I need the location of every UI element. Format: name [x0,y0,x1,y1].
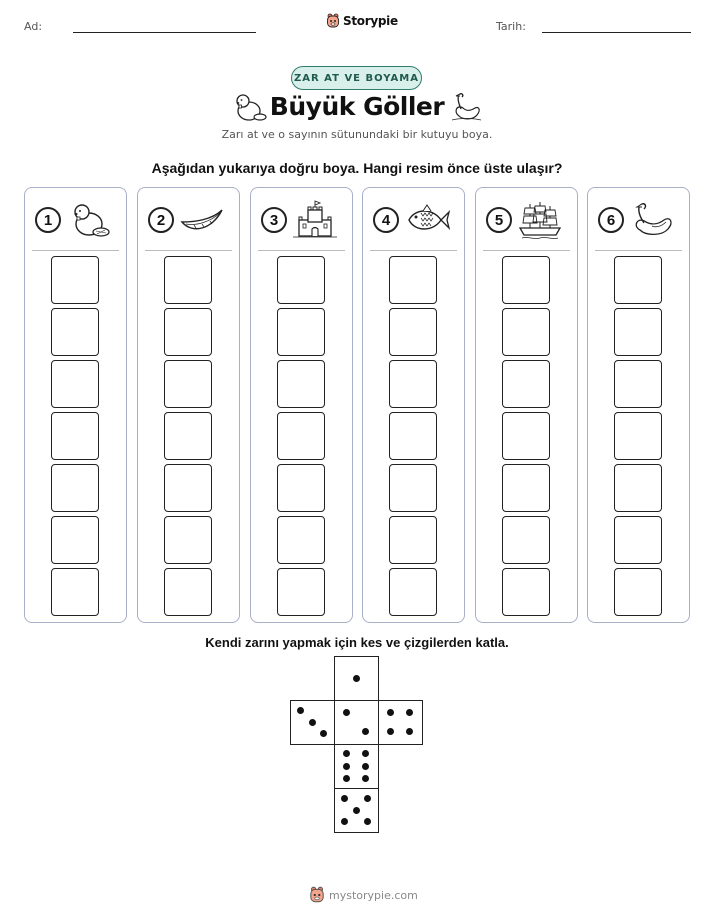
die-column-4 [362,187,465,623]
die-pip [362,763,369,770]
coloring-box[interactable] [614,360,662,408]
storypie-mascot-icon [326,13,340,29]
die-pip [364,818,371,825]
canoe-icon [178,200,226,240]
die-column-6 [587,187,690,623]
die-pip [309,719,316,726]
coloring-box[interactable] [164,464,212,512]
coloring-box[interactable] [502,516,550,564]
storypie-logo [326,13,398,29]
date-label: Tarih: [496,20,526,33]
die-face-2 [334,700,379,745]
coloring-box[interactable] [164,568,212,616]
column-divider [370,250,457,251]
swan-icon [628,200,676,240]
column-divider [258,250,345,251]
column-number: 5 [486,207,512,233]
coloring-box[interactable] [502,568,550,616]
coloring-box[interactable] [389,464,437,512]
die-pip [387,709,394,716]
coloring-box[interactable] [51,464,99,512]
coloring-box[interactable] [389,360,437,408]
die-column-1 [24,187,127,623]
subtitle: Zarı at ve o sayının sütunundaki bir kutuyu boya. [221,128,493,141]
coloring-box[interactable] [51,256,99,304]
coloring-instruction: Aşağıdan yukarıya doğru boya. Hangi resim önce üste ulaşır? [151,160,563,176]
coloring-box[interactable] [614,568,662,616]
coloring-box[interactable] [389,412,437,460]
column-divider [145,250,232,251]
sandcastle-icon [291,200,339,240]
coloring-box[interactable] [614,308,662,356]
die-column-5 [475,187,578,623]
date-line [542,32,691,33]
coloring-box[interactable] [502,360,550,408]
coloring-box[interactable] [614,412,662,460]
coloring-box[interactable] [277,256,325,304]
die-column-2 [137,187,240,623]
coloring-box[interactable] [502,412,550,460]
storypie-mascot-icon [309,886,325,904]
coloring-box[interactable] [614,256,662,304]
die-pip [343,709,350,716]
coloring-box[interactable] [51,568,99,616]
beaver-icon [65,200,113,240]
footer-url: mystorypie.com [329,888,418,902]
swan-icon [449,90,483,124]
coloring-box[interactable] [389,568,437,616]
die-pip [387,728,394,735]
die-pip [343,763,350,770]
column-divider [32,250,119,251]
column-number: 6 [598,207,624,233]
fish-icon [403,200,451,240]
column-number: 1 [35,207,61,233]
column-number: 3 [261,207,287,233]
coloring-box[interactable] [164,256,212,304]
die-pip [406,709,413,716]
die-pip [364,795,371,802]
die-pip [343,775,350,782]
coloring-box[interactable] [389,516,437,564]
coloring-box[interactable] [164,516,212,564]
die-pip [362,750,369,757]
name-label: Ad: [24,20,43,33]
logo-text: Storypie [343,14,398,28]
die-pip [343,750,350,757]
die-pip [320,730,327,737]
page-title: Büyük Göller [269,92,445,121]
coloring-box[interactable] [277,360,325,408]
coloring-box[interactable] [277,308,325,356]
column-divider [595,250,682,251]
coloring-box[interactable] [502,464,550,512]
coloring-box[interactable] [277,412,325,460]
die-pip [406,728,413,735]
die-instruction: Kendi zarını yapmak için kes ve çizgilerden katla. [205,635,509,650]
name-line [73,32,256,33]
coloring-box[interactable] [51,308,99,356]
coloring-box[interactable] [164,412,212,460]
coloring-box[interactable] [502,256,550,304]
die-face-1 [334,656,379,701]
die-pip [297,707,304,714]
coloring-box[interactable] [389,256,437,304]
die-face-6 [334,744,379,789]
ship-icon [516,200,564,240]
die-face-4 [378,700,423,745]
die-face-5 [334,788,379,833]
column-number: 2 [148,207,174,233]
die-pip [341,795,348,802]
coloring-box[interactable] [51,412,99,460]
coloring-box[interactable] [277,464,325,512]
die-column-3 [250,187,353,623]
coloring-box[interactable] [614,464,662,512]
coloring-box[interactable] [51,360,99,408]
die-face-3 [290,700,335,745]
coloring-box[interactable] [502,308,550,356]
coloring-box[interactable] [164,360,212,408]
die-pip [362,728,369,735]
coloring-box[interactable] [614,516,662,564]
coloring-box[interactable] [389,308,437,356]
activity-badge: ZAR AT VE BOYAMA [291,66,422,90]
coloring-box[interactable] [277,568,325,616]
coloring-box[interactable] [51,516,99,564]
coloring-box[interactable] [277,516,325,564]
die-pip [341,818,348,825]
die-pip [353,807,360,814]
die-pip [353,675,360,682]
column-number: 4 [373,207,399,233]
die-pip [362,775,369,782]
footer [309,886,418,904]
column-divider [483,250,570,251]
coloring-box[interactable] [164,308,212,356]
